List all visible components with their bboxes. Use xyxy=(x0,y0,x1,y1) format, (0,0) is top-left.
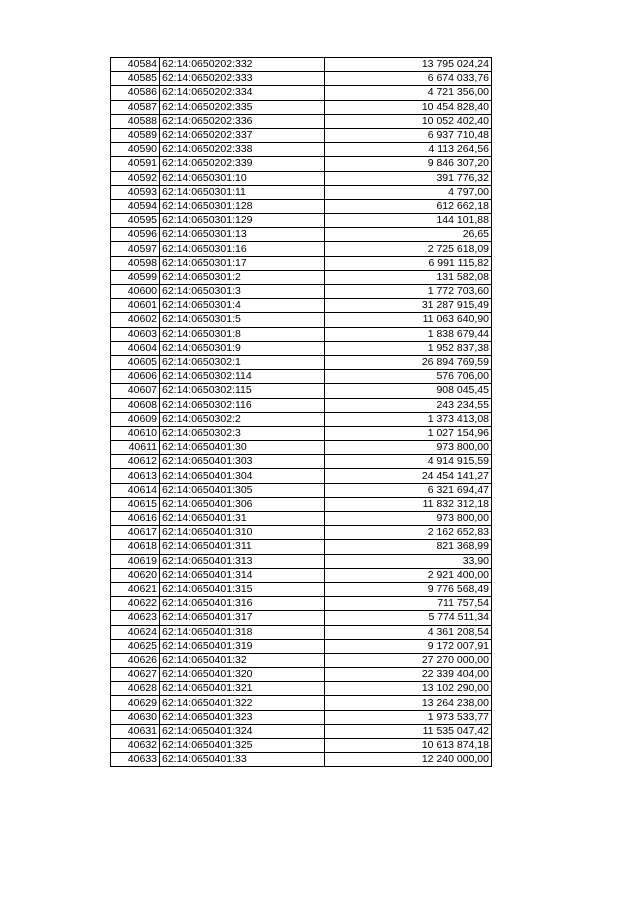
cadastral-value-cell: 9 172 007,91 xyxy=(325,639,492,653)
table-row xyxy=(111,143,492,157)
cadastral-number-cell: 62:14:0650401:324 xyxy=(160,724,325,738)
cadastral-value-cell: 973 800,00 xyxy=(325,441,492,455)
cadastral-number-cell: 62:14:0650401:325 xyxy=(160,739,325,753)
table-row xyxy=(111,370,492,384)
table-row xyxy=(111,58,492,72)
cadastral-value-cell: 5 774 511,34 xyxy=(325,611,492,625)
table-row xyxy=(111,128,492,142)
cadastral-value-cell: 1 373 413,08 xyxy=(325,412,492,426)
cadastral-value-cell: 711 757,54 xyxy=(325,597,492,611)
table-row xyxy=(111,597,492,611)
row-number-cell: 40628 xyxy=(111,682,160,696)
cadastral-value-cell: 973 800,00 xyxy=(325,512,492,526)
row-number-cell: 40622 xyxy=(111,597,160,611)
row-number-cell: 40607 xyxy=(111,384,160,398)
table-row xyxy=(111,668,492,682)
row-number-cell: 40584 xyxy=(111,58,160,72)
cadastral-number-cell: 62:14:0650302:115 xyxy=(160,384,325,398)
cadastral-number-cell: 62:14:0650202:337 xyxy=(160,128,325,142)
cadastral-value-cell: 10 454 828,40 xyxy=(325,100,492,114)
cadastral-value-cell: 10 052 402,40 xyxy=(325,114,492,128)
cadastral-number-cell: 62:14:0650202:339 xyxy=(160,157,325,171)
cadastral-number-cell: 62:14:0650301:9 xyxy=(160,341,325,355)
row-number-cell: 40596 xyxy=(111,228,160,242)
table-row xyxy=(111,483,492,497)
table-row xyxy=(111,398,492,412)
cadastral-value-cell: 4 914 915,59 xyxy=(325,455,492,469)
row-number-cell: 40591 xyxy=(111,157,160,171)
cadastral-value-cell: 33,90 xyxy=(325,554,492,568)
cadastral-number-cell: 62:14:0650401:320 xyxy=(160,668,325,682)
row-number-cell: 40632 xyxy=(111,739,160,753)
cadastral-number-cell: 62:14:0650401:313 xyxy=(160,554,325,568)
cadastral-number-cell: 62:14:0650401:304 xyxy=(160,469,325,483)
cadastral-number-cell: 62:14:0650401:30 xyxy=(160,441,325,455)
cadastral-number-cell: 62:14:0650301:2 xyxy=(160,270,325,284)
table-row xyxy=(111,341,492,355)
row-number-cell: 40598 xyxy=(111,256,160,270)
row-number-cell: 40620 xyxy=(111,568,160,582)
cadastral-value-cell: 1 952 837,38 xyxy=(325,341,492,355)
cadastral-number-cell: 62:14:0650202:333 xyxy=(160,72,325,86)
row-number-cell: 40609 xyxy=(111,412,160,426)
cadastral-number-cell: 62:14:0650401:321 xyxy=(160,682,325,696)
table-row xyxy=(111,469,492,483)
table-row xyxy=(111,540,492,554)
table-body xyxy=(111,58,492,767)
row-number-cell: 40615 xyxy=(111,497,160,511)
cadastral-value-cell: 576 706,00 xyxy=(325,370,492,384)
cadastral-number-cell: 62:14:0650302:116 xyxy=(160,398,325,412)
cadastral-value-cell: 1 838 679,44 xyxy=(325,327,492,341)
table-row xyxy=(111,242,492,256)
row-number-cell: 40616 xyxy=(111,512,160,526)
cadastral-number-cell: 62:14:0650401:33 xyxy=(160,753,325,767)
cadastral-value-cell: 11 832 312,18 xyxy=(325,497,492,511)
cadastral-number-cell: 62:14:0650202:332 xyxy=(160,58,325,72)
row-number-cell: 40597 xyxy=(111,242,160,256)
row-number-cell: 40600 xyxy=(111,285,160,299)
cadastral-number-cell: 62:14:0650401:319 xyxy=(160,639,325,653)
cadastral-value-cell: 1 772 703,60 xyxy=(325,285,492,299)
row-number-cell: 40617 xyxy=(111,526,160,540)
cadastral-number-cell: 62:14:0650401:314 xyxy=(160,568,325,582)
row-number-cell: 40593 xyxy=(111,185,160,199)
row-number-cell: 40625 xyxy=(111,639,160,653)
cadastral-value-cell: 6 937 710,48 xyxy=(325,128,492,142)
row-number-cell: 40586 xyxy=(111,86,160,100)
cadastral-number-cell: 62:14:0650301:8 xyxy=(160,327,325,341)
row-number-cell: 40624 xyxy=(111,625,160,639)
table-row xyxy=(111,355,492,369)
table-row xyxy=(111,228,492,242)
cadastral-value-cell: 24 454 141,27 xyxy=(325,469,492,483)
row-number-cell: 40633 xyxy=(111,753,160,767)
row-number-cell: 40606 xyxy=(111,370,160,384)
row-number-cell: 40585 xyxy=(111,72,160,86)
cadastral-number-cell: 62:14:0650302:2 xyxy=(160,412,325,426)
cadastral-value-cell: 243 234,55 xyxy=(325,398,492,412)
table-row xyxy=(111,412,492,426)
cadastral-value-cell: 4 113 264,56 xyxy=(325,143,492,157)
table-row xyxy=(111,682,492,696)
cadastral-number-cell: 62:14:0650301:16 xyxy=(160,242,325,256)
table-row xyxy=(111,611,492,625)
cadastral-value-cell: 4 721 356,00 xyxy=(325,86,492,100)
row-number-cell: 40594 xyxy=(111,199,160,213)
cadastral-number-cell: 62:14:0650202:334 xyxy=(160,86,325,100)
cadastral-value-cell: 13 795 024,24 xyxy=(325,58,492,72)
table-row xyxy=(111,554,492,568)
row-number-cell: 40604 xyxy=(111,341,160,355)
row-number-cell: 40610 xyxy=(111,426,160,440)
cadastral-number-cell: 62:14:0650301:129 xyxy=(160,214,325,228)
cadastral-value-cell: 31 287 915,49 xyxy=(325,299,492,313)
table-row xyxy=(111,100,492,114)
cadastral-value-cell: 4 797,00 xyxy=(325,185,492,199)
cadastral-value-cell: 144 101,88 xyxy=(325,214,492,228)
cadastral-number-cell: 62:14:0650401:306 xyxy=(160,497,325,511)
cadastral-value-cell: 11 535 047,42 xyxy=(325,724,492,738)
cadastral-value-cell: 13 264 238,00 xyxy=(325,696,492,710)
table-row xyxy=(111,313,492,327)
cadastral-value-cell: 1 027 154,96 xyxy=(325,426,492,440)
cadastral-value-cell: 26 894 769,59 xyxy=(325,355,492,369)
row-number-cell: 40587 xyxy=(111,100,160,114)
cadastral-value-cell: 9 846 307,20 xyxy=(325,157,492,171)
table-row xyxy=(111,285,492,299)
table-row xyxy=(111,724,492,738)
cadastral-value-cell: 26,65 xyxy=(325,228,492,242)
table-row xyxy=(111,426,492,440)
table-row xyxy=(111,739,492,753)
table-row xyxy=(111,114,492,128)
row-number-cell: 40629 xyxy=(111,696,160,710)
cadastral-value-cell: 27 270 000,00 xyxy=(325,653,492,667)
cadastral-number-cell: 62:14:0650401:303 xyxy=(160,455,325,469)
cadastral-number-cell: 62:14:0650401:311 xyxy=(160,540,325,554)
row-number-cell: 40613 xyxy=(111,469,160,483)
table-row xyxy=(111,441,492,455)
cadastral-value-cell: 131 582,08 xyxy=(325,270,492,284)
row-number-cell: 40630 xyxy=(111,710,160,724)
cadastral-value-cell: 10 613 874,18 xyxy=(325,739,492,753)
cadastral-value-cell: 821 368,99 xyxy=(325,540,492,554)
cadastral-number-cell: 62:14:0650301:13 xyxy=(160,228,325,242)
cadastral-number-cell: 62:14:0650401:315 xyxy=(160,582,325,596)
table-row xyxy=(111,214,492,228)
cadastral-value-cell: 22 339 404,00 xyxy=(325,668,492,682)
cadastral-number-cell: 62:14:0650302:114 xyxy=(160,370,325,384)
cadastral-value-cell: 2 162 652,83 xyxy=(325,526,492,540)
cadastral-number-cell: 62:14:0650301:10 xyxy=(160,171,325,185)
cadastral-number-cell: 62:14:0650301:11 xyxy=(160,185,325,199)
row-number-cell: 40619 xyxy=(111,554,160,568)
table-row xyxy=(111,270,492,284)
table-row xyxy=(111,199,492,213)
cadastral-number-cell: 62:14:0650202:338 xyxy=(160,143,325,157)
row-number-cell: 40592 xyxy=(111,171,160,185)
row-number-cell: 40611 xyxy=(111,441,160,455)
cadastral-number-cell: 62:14:0650301:17 xyxy=(160,256,325,270)
cadastral-number-cell: 62:14:0650401:323 xyxy=(160,710,325,724)
cadastral-value-cell: 13 102 290,00 xyxy=(325,682,492,696)
cadastral-number-cell: 62:14:0650401:316 xyxy=(160,597,325,611)
table-row xyxy=(111,582,492,596)
row-number-cell: 40588 xyxy=(111,114,160,128)
cadastral-value-cell: 6 674 033,76 xyxy=(325,72,492,86)
cadastral-number-cell: 62:14:0650302:3 xyxy=(160,426,325,440)
cadastral-value-cell: 2 725 618,09 xyxy=(325,242,492,256)
table-row xyxy=(111,526,492,540)
cadastral-number-cell: 62:14:0650302:1 xyxy=(160,355,325,369)
row-number-cell: 40608 xyxy=(111,398,160,412)
cadastral-number-cell: 62:14:0650401:322 xyxy=(160,696,325,710)
row-number-cell: 40602 xyxy=(111,313,160,327)
table-row xyxy=(111,256,492,270)
row-number-cell: 40605 xyxy=(111,355,160,369)
cadastral-number-cell: 62:14:0650301:4 xyxy=(160,299,325,313)
row-number-cell: 40590 xyxy=(111,143,160,157)
cadastral-value-table xyxy=(110,57,492,767)
cadastral-number-cell: 62:14:0650401:310 xyxy=(160,526,325,540)
row-number-cell: 40599 xyxy=(111,270,160,284)
cadastral-number-cell: 62:14:0650202:336 xyxy=(160,114,325,128)
row-number-cell: 40631 xyxy=(111,724,160,738)
cadastral-value-cell: 4 361 208,54 xyxy=(325,625,492,639)
table-row xyxy=(111,653,492,667)
table-row xyxy=(111,86,492,100)
cadastral-number-cell: 62:14:0650401:318 xyxy=(160,625,325,639)
cadastral-value-cell: 2 921 400,00 xyxy=(325,568,492,582)
cadastral-value-cell: 908 045,45 xyxy=(325,384,492,398)
row-number-cell: 40618 xyxy=(111,540,160,554)
row-number-cell: 40627 xyxy=(111,668,160,682)
cadastral-value-cell: 11 063 640,90 xyxy=(325,313,492,327)
row-number-cell: 40595 xyxy=(111,214,160,228)
row-number-cell: 40612 xyxy=(111,455,160,469)
row-number-cell: 40601 xyxy=(111,299,160,313)
table-row xyxy=(111,72,492,86)
cadastral-value-cell: 9 776 568,49 xyxy=(325,582,492,596)
cadastral-number-cell: 62:14:0650301:128 xyxy=(160,199,325,213)
row-number-cell: 40621 xyxy=(111,582,160,596)
table-row xyxy=(111,299,492,313)
cadastral-value-cell: 6 321 694,47 xyxy=(325,483,492,497)
table-row xyxy=(111,753,492,767)
cadastral-value-cell: 6 991 115,82 xyxy=(325,256,492,270)
row-number-cell: 40603 xyxy=(111,327,160,341)
cadastral-number-cell: 62:14:0650202:335 xyxy=(160,100,325,114)
table-row xyxy=(111,512,492,526)
table-row xyxy=(111,455,492,469)
cadastral-number-cell: 62:14:0650401:32 xyxy=(160,653,325,667)
row-number-cell: 40589 xyxy=(111,128,160,142)
table-row xyxy=(111,157,492,171)
table-row xyxy=(111,696,492,710)
cadastral-number-cell: 62:14:0650401:31 xyxy=(160,512,325,526)
table-row xyxy=(111,384,492,398)
table-row xyxy=(111,568,492,582)
cadastral-value-cell: 1 973 533,77 xyxy=(325,710,492,724)
cadastral-value-cell: 391 776,32 xyxy=(325,171,492,185)
cadastral-number-cell: 62:14:0650301:3 xyxy=(160,285,325,299)
cadastral-number-cell: 62:14:0650401:317 xyxy=(160,611,325,625)
row-number-cell: 40614 xyxy=(111,483,160,497)
row-number-cell: 40623 xyxy=(111,611,160,625)
table-row xyxy=(111,327,492,341)
table-row xyxy=(111,639,492,653)
cadastral-value-cell: 612 662,18 xyxy=(325,199,492,213)
table-row xyxy=(111,497,492,511)
cadastral-number-cell: 62:14:0650301:5 xyxy=(160,313,325,327)
table-row xyxy=(111,625,492,639)
cadastral-value-cell: 12 240 000,00 xyxy=(325,753,492,767)
table-row xyxy=(111,710,492,724)
table-row xyxy=(111,171,492,185)
table-row xyxy=(111,185,492,199)
cadastral-number-cell: 62:14:0650401:305 xyxy=(160,483,325,497)
row-number-cell: 40626 xyxy=(111,653,160,667)
